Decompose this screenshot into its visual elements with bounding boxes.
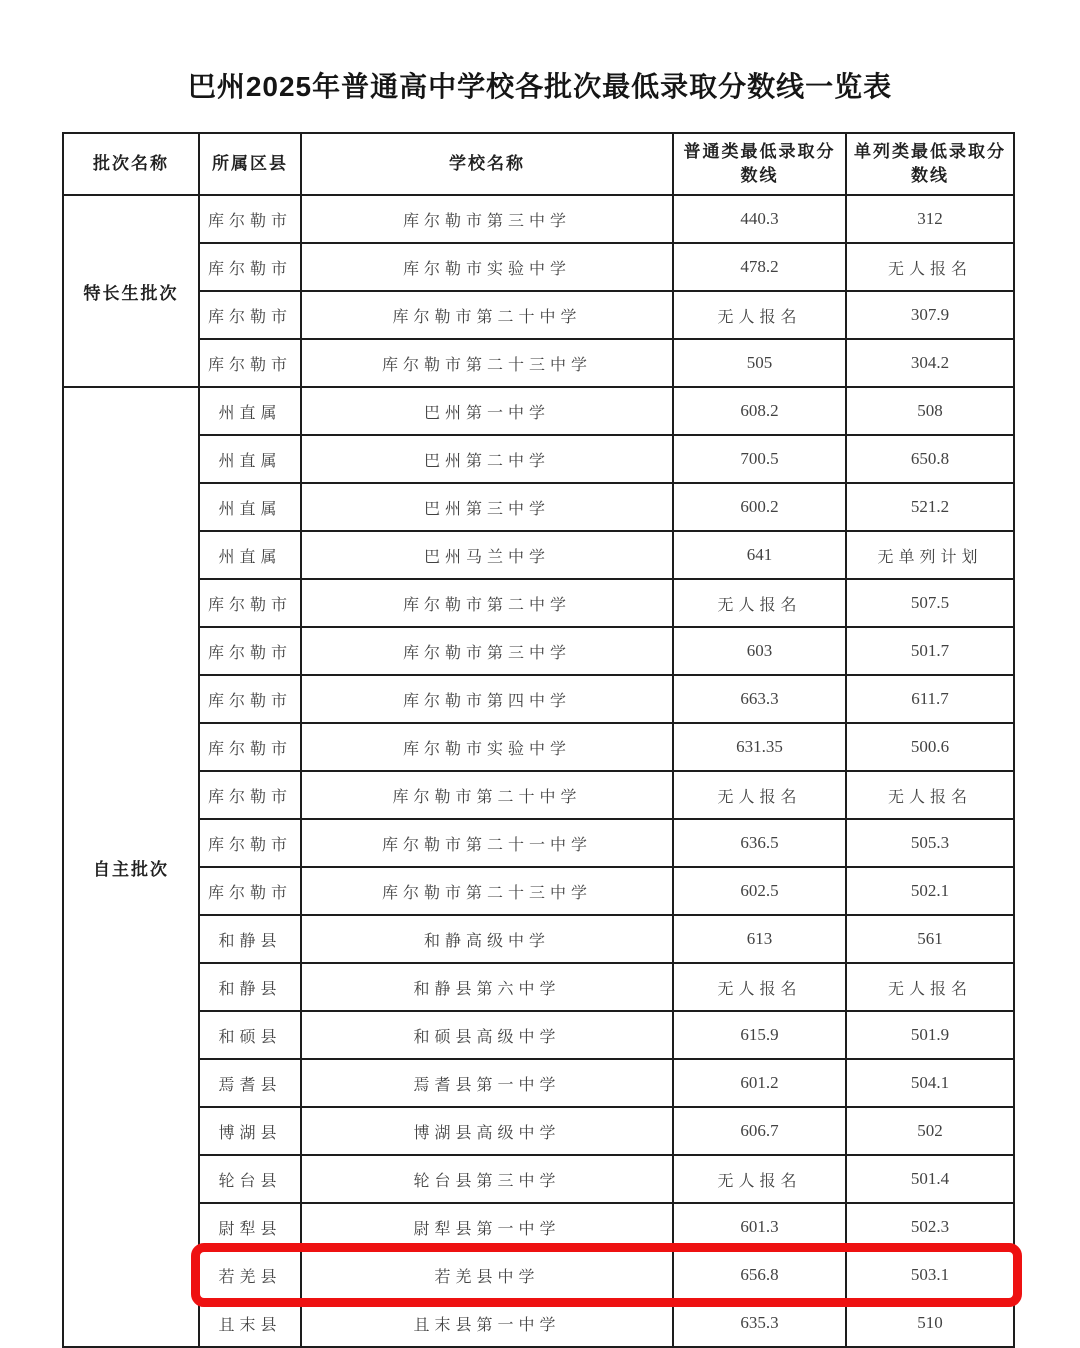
district-cell: 州直属 (199, 531, 301, 579)
header-school-name: 学校名称 (301, 133, 673, 195)
score-table (62, 132, 1015, 1348)
school-cell: 巴州第三中学 (301, 483, 673, 531)
table-row (63, 675, 1014, 723)
table-row (63, 1107, 1014, 1155)
single-score-cell: 504.1 (846, 1059, 1014, 1107)
table-row (63, 1059, 1014, 1107)
single-score-cell: 650.8 (846, 435, 1014, 483)
general-score-cell: 700.5 (673, 435, 846, 483)
single-score-cell: 无人报名 (846, 963, 1014, 1011)
district-cell: 库尔勒市 (199, 675, 301, 723)
header-single-list-score: 单列类最低录取分数线 (846, 133, 1014, 195)
school-cell: 且末县第一中学 (301, 1299, 673, 1347)
school-cell: 和硕县高级中学 (301, 1011, 673, 1059)
district-cell: 库尔勒市 (199, 819, 301, 867)
district-cell: 博湖县 (199, 1107, 301, 1155)
general-score-cell: 505 (673, 339, 846, 387)
table-body (63, 195, 1014, 1347)
general-score-cell: 615.9 (673, 1011, 846, 1059)
general-score-cell: 635.3 (673, 1299, 846, 1347)
header-district: 所属区县 (199, 133, 301, 195)
school-cell: 巴州马兰中学 (301, 531, 673, 579)
general-score-cell: 636.5 (673, 819, 846, 867)
school-cell: 库尔勒市实验中学 (301, 723, 673, 771)
district-cell: 州直属 (199, 483, 301, 531)
table-row (63, 819, 1014, 867)
table-row (63, 915, 1014, 963)
school-cell: 库尔勒市第二十中学 (301, 771, 673, 819)
district-cell: 和静县 (199, 915, 301, 963)
school-cell: 和静高级中学 (301, 915, 673, 963)
district-cell: 库尔勒市 (199, 723, 301, 771)
district-cell: 库尔勒市 (199, 195, 301, 243)
table-row (63, 339, 1014, 387)
single-score-cell: 611.7 (846, 675, 1014, 723)
table-row (63, 1011, 1014, 1059)
general-score-cell: 600.2 (673, 483, 846, 531)
single-score-cell: 501.4 (846, 1155, 1014, 1203)
school-cell: 焉耆县第一中学 (301, 1059, 673, 1107)
header-general-score: 普通类最低录取分数线 (673, 133, 846, 195)
single-score-cell: 无人报名 (846, 771, 1014, 819)
page-title: 巴州2025年普通高中学校各批次最低录取分数线一览表 (187, 71, 893, 102)
district-cell: 库尔勒市 (199, 627, 301, 675)
single-score-cell: 561 (846, 915, 1014, 963)
school-cell: 和静县第六中学 (301, 963, 673, 1011)
district-cell: 库尔勒市 (199, 579, 301, 627)
table-row (63, 771, 1014, 819)
general-score-cell: 608.2 (673, 387, 846, 435)
single-score-cell: 312 (846, 195, 1014, 243)
table-row (63, 963, 1014, 1011)
single-score-cell: 304.2 (846, 339, 1014, 387)
district-cell: 库尔勒市 (199, 339, 301, 387)
general-score-cell: 641 (673, 531, 846, 579)
header-batch-name: 批次名称 (63, 133, 199, 195)
single-score-cell: 521.2 (846, 483, 1014, 531)
single-score-cell: 502.3 (846, 1203, 1014, 1251)
single-score-cell: 无单列计划 (846, 531, 1014, 579)
general-score-cell: 478.2 (673, 243, 846, 291)
school-cell: 若羌县中学 (301, 1251, 673, 1299)
district-cell: 轮台县 (199, 1155, 301, 1203)
single-score-cell: 无人报名 (846, 243, 1014, 291)
general-score-cell: 631.35 (673, 723, 846, 771)
general-score-cell: 603 (673, 627, 846, 675)
district-cell: 和静县 (199, 963, 301, 1011)
table-row (63, 723, 1014, 771)
school-cell: 尉犁县第一中学 (301, 1203, 673, 1251)
general-score-cell: 无人报名 (673, 963, 846, 1011)
single-score-cell: 503.1 (846, 1251, 1014, 1299)
school-cell: 巴州第一中学 (301, 387, 673, 435)
general-score-cell: 无人报名 (673, 771, 846, 819)
school-cell: 库尔勒市第四中学 (301, 675, 673, 723)
table-row (63, 387, 1014, 435)
table-row (63, 867, 1014, 915)
school-cell: 库尔勒市第二十中学 (301, 291, 673, 339)
table-row (63, 1155, 1014, 1203)
single-score-cell: 502 (846, 1107, 1014, 1155)
school-cell: 库尔勒市第三中学 (301, 627, 673, 675)
school-cell: 库尔勒市第二十一中学 (301, 819, 673, 867)
single-score-cell: 507.5 (846, 579, 1014, 627)
school-cell: 库尔勒市第二中学 (301, 579, 673, 627)
district-cell: 若羌县 (199, 1251, 301, 1299)
district-cell: 焉耆县 (199, 1059, 301, 1107)
school-cell: 轮台县第三中学 (301, 1155, 673, 1203)
school-cell: 库尔勒市第二十三中学 (301, 867, 673, 915)
school-cell: 博湖县高级中学 (301, 1107, 673, 1155)
single-score-cell: 501.7 (846, 627, 1014, 675)
table-row (63, 627, 1014, 675)
district-cell: 库尔勒市 (199, 771, 301, 819)
general-score-cell: 602.5 (673, 867, 846, 915)
single-score-cell: 307.9 (846, 291, 1014, 339)
general-score-cell: 663.3 (673, 675, 846, 723)
single-score-cell: 501.9 (846, 1011, 1014, 1059)
single-score-cell: 505.3 (846, 819, 1014, 867)
table-row (63, 435, 1014, 483)
district-cell: 尉犁县 (199, 1203, 301, 1251)
district-cell: 且末县 (199, 1299, 301, 1347)
general-score-cell: 606.7 (673, 1107, 846, 1155)
general-score-cell: 无人报名 (673, 1155, 846, 1203)
general-score-cell: 无人报名 (673, 291, 846, 339)
general-score-cell: 440.3 (673, 195, 846, 243)
single-score-cell: 500.6 (846, 723, 1014, 771)
district-cell: 和硕县 (199, 1011, 301, 1059)
general-score-cell: 无人报名 (673, 579, 846, 627)
table-row (63, 1299, 1014, 1347)
table-row (63, 195, 1014, 243)
table-row (63, 1203, 1014, 1251)
school-cell: 库尔勒市第二十三中学 (301, 339, 673, 387)
batch-name-cell: 自主批次 (63, 387, 199, 1347)
table-row (63, 531, 1014, 579)
general-score-cell: 656.8 (673, 1251, 846, 1299)
single-score-cell: 510 (846, 1299, 1014, 1347)
school-cell: 库尔勒市第三中学 (301, 195, 673, 243)
general-score-cell: 601.2 (673, 1059, 846, 1107)
batch-name-cell: 特长生批次 (63, 195, 199, 387)
single-score-cell: 508 (846, 387, 1014, 435)
district-cell: 州直属 (199, 435, 301, 483)
school-cell: 库尔勒市实验中学 (301, 243, 673, 291)
school-cell: 巴州第二中学 (301, 435, 673, 483)
district-cell: 库尔勒市 (199, 867, 301, 915)
general-score-cell: 613 (673, 915, 846, 963)
table-row (63, 291, 1014, 339)
district-cell: 库尔勒市 (199, 291, 301, 339)
table-row (63, 579, 1014, 627)
table-row (63, 483, 1014, 531)
district-cell: 库尔勒市 (199, 243, 301, 291)
header-row (63, 133, 1014, 195)
district-cell: 州直属 (199, 387, 301, 435)
single-score-cell: 502.1 (846, 867, 1014, 915)
general-score-cell: 601.3 (673, 1203, 846, 1251)
table-row (63, 243, 1014, 291)
